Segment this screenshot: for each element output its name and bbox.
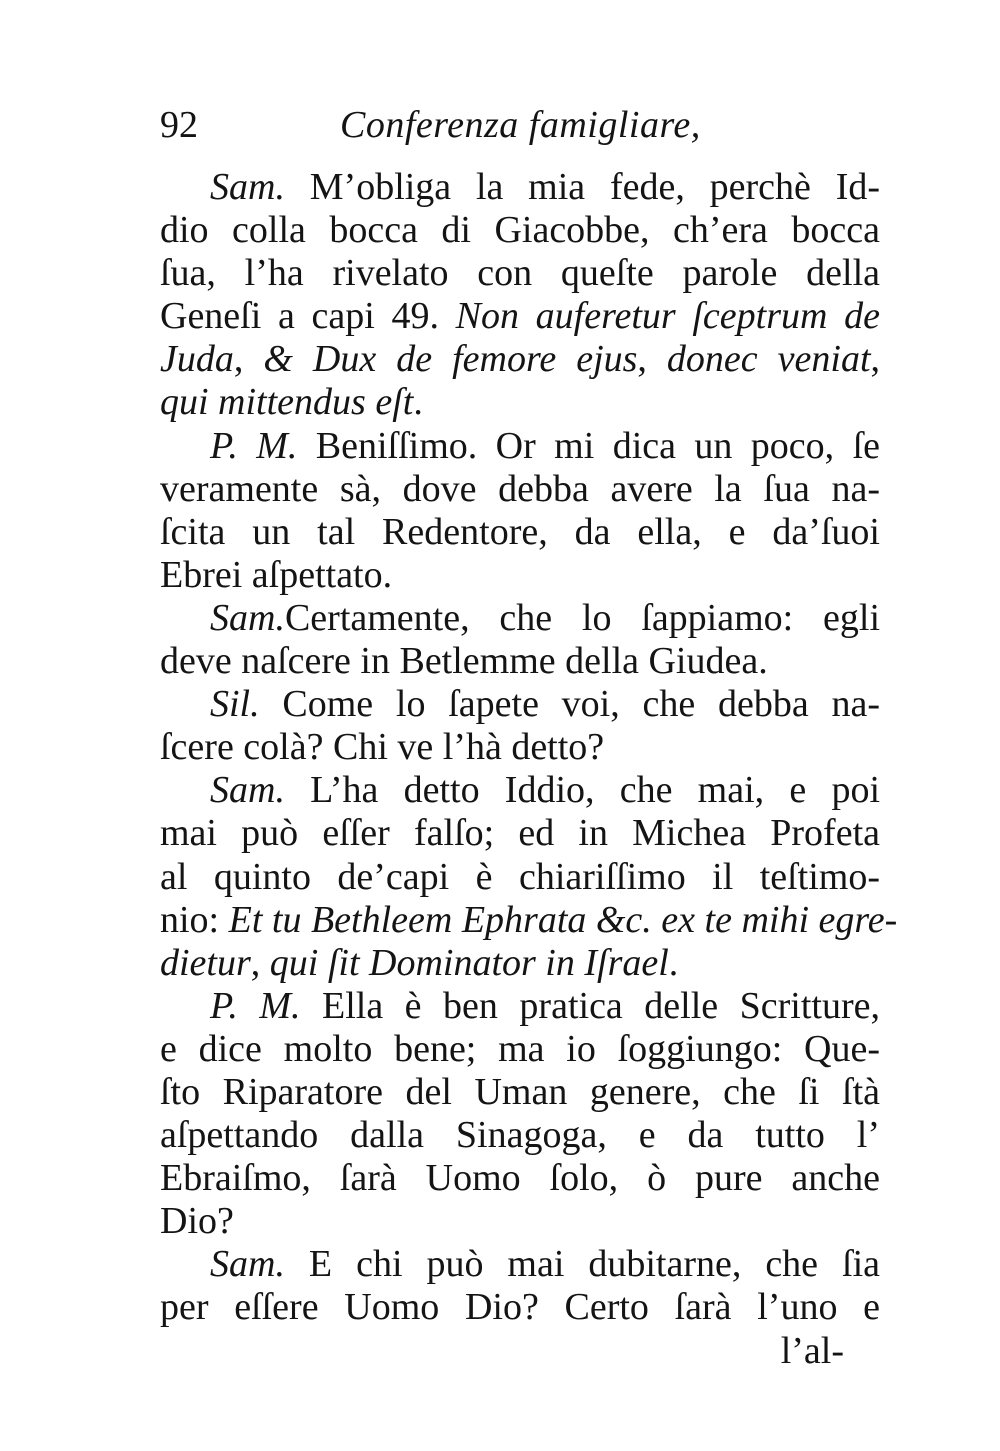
text-segment: e dice molto bene; ma io ſoggiungo: Que- (160, 1027, 880, 1070)
page-number: 92 (160, 104, 198, 146)
text-segment: ſua, l’ha rivelato con queſte parole della (160, 252, 880, 295)
text-line (160, 942, 880, 985)
italic-text: qui ſit Dominator in Iſrael (269, 941, 669, 984)
text-line (160, 166, 880, 209)
text-segment: Ebrei aſpettato. (160, 553, 393, 596)
text-line (160, 812, 880, 855)
text-line (160, 554, 880, 597)
text-segment: per eſſere Uomo Dio? Certo ſarà l’uno e (160, 1286, 880, 1329)
page-header (160, 100, 880, 150)
text-segment: dio colla bocca di Giacobbe, ch’era bocca (160, 209, 880, 252)
text-segment: ſcere colà? Chi ve l’hà detto? (160, 726, 605, 769)
text-segment: aſpettando dalla Sinagoga, e da tutto l’ (160, 1114, 880, 1157)
text-line (160, 1200, 880, 1243)
text-line (160, 425, 880, 468)
text-segment: Dio? (160, 1200, 234, 1243)
text-segment: , (870, 338, 880, 381)
italic-text: donec veniat (666, 338, 871, 381)
text-segment: mai può eſſer falſo; ed in Michea Profeta (160, 812, 880, 855)
text-segment: M’obliga la mia fede, perchè Id- (284, 166, 880, 208)
text-segment: nio: (160, 898, 229, 941)
text-segment: , (250, 941, 270, 984)
text-segment: Geneſi a capi 49. (160, 295, 456, 338)
text-line (160, 597, 880, 640)
text-segment: al quinto de’capi è chiariſſimo il teſtimo- (160, 855, 880, 898)
catchword: l’al- (780, 1329, 844, 1372)
text-line (160, 338, 880, 381)
italic-text: dietur (160, 941, 251, 984)
text-line (160, 1071, 880, 1114)
italic-text: Et tu Bethleem Ephrata &c. ex te mihi egre- (228, 898, 898, 941)
text-segment: ſto Riparatore del Uman genere, che ſi ſtà (160, 1070, 880, 1113)
text-line (160, 898, 898, 942)
italic-text: Non auferetur ſceptrum de (455, 295, 880, 338)
italic-text: Sam. (210, 596, 285, 639)
text-line (160, 769, 880, 812)
text-line (160, 985, 880, 1028)
text-line (160, 856, 880, 899)
italic-text: qui mittendus eſt (160, 381, 414, 424)
italic-text: & Dux de femore ejus (263, 338, 638, 381)
italic-text: Juda (160, 338, 234, 381)
italic-text: Sam. (210, 769, 285, 812)
text-line (160, 640, 880, 683)
text-segment: Beniſſimo. Or mi dica un poco, ſe (297, 424, 880, 467)
italic-text: Sil. (210, 683, 260, 726)
text-segment: Come lo ſapete voi, che debba na- (259, 683, 880, 726)
italic-text: P. M. (210, 424, 298, 467)
text-line (160, 252, 880, 295)
text-segment: Ella è ben pratica delle Scritture, (300, 984, 881, 1027)
text-line (160, 1157, 880, 1200)
italic-text: Sam. (210, 166, 285, 208)
italic-text: P. M. (210, 984, 301, 1027)
text-body (160, 166, 898, 1373)
text-segment: deve naſcere in Betlemme della Giudea. (160, 640, 768, 683)
text-segment: , (233, 338, 264, 381)
text-segment: ſcita un tal Redentore, da ella, e da’ſuoi (160, 510, 880, 553)
text-line (160, 468, 880, 511)
text-segment: L’ha detto Iddio, che mai, e poi (284, 769, 880, 812)
text-segment: Ebraiſmo, ſarà Uomo ſolo, ò pure anche (160, 1157, 880, 1200)
text-line (160, 1114, 880, 1157)
text-line (160, 511, 880, 554)
text-line (160, 381, 880, 424)
text-segment: , (637, 338, 667, 381)
italic-text: Sam. (210, 1243, 285, 1286)
text-line (160, 726, 880, 769)
text-line (160, 295, 880, 338)
text-segment: veramente sà, dove debba avere la ſua na- (160, 467, 880, 510)
text-segment: Certamente, che lo ſappiamo: egli (284, 596, 880, 639)
text-line (160, 1243, 880, 1286)
text-segment: E chi può mai dubitarne, che ſia (284, 1243, 880, 1286)
text-segment: . (413, 381, 423, 424)
text-line (160, 209, 880, 252)
text-line (160, 1028, 880, 1071)
text-line (160, 1286, 880, 1329)
text-line (160, 683, 880, 726)
running-title: Conferenza famigliare, (340, 104, 701, 146)
text-segment: . (668, 941, 679, 984)
